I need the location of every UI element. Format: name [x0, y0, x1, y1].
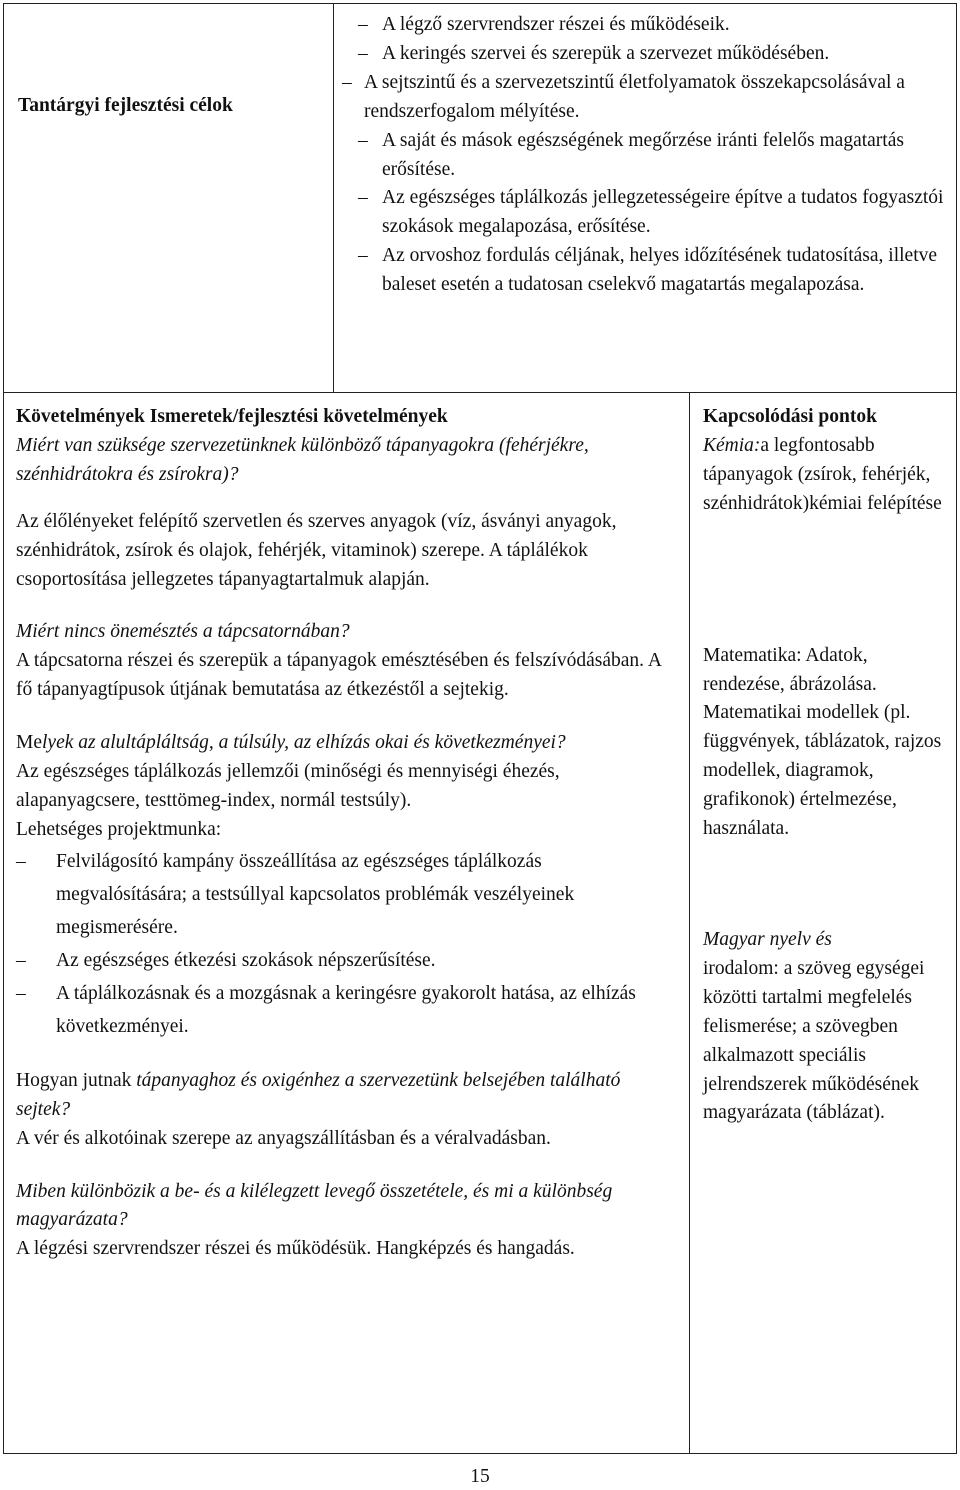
project-item: – Felvilágosító kampány összeállítása az egészséges táplálkozás megvalósítására; a testsúllyal kapcsolatos problémák veszélyeinek megismerésére. — [16, 845, 676, 944]
connection-literature-label: Magyar nyelv és — [703, 928, 832, 950]
question-malnutrition: Melyek az alultápláltság, a túlsúly, az elhízás okai és következményei? — [16, 732, 566, 754]
goal-item: – Az orvoshoz fordulás céljának, helyes időzítésének tudatosítása, illetve baleset esetén a tudatosan cselekvő magatartás megalapozása. — [348, 242, 948, 300]
connections-header: Kapcsolódási pontok — [703, 406, 877, 427]
project-label: Lehetséges projektmunka: — [16, 818, 222, 840]
body-healthy-eating: Az egészséges táplálkozás jellemzői (minőségi és mennyiségi éhezés, alapanyagcsere, testtömeg-index, normál testsúly). — [16, 761, 560, 811]
connection-chemistry: Kémia:a legfontosabb tápanyagok (zsírok, fehérjék, szénhidrátok)kémiai felépítése — [703, 434, 942, 514]
question-digestion: Miért nincs önemésztés a tápcsatornában? — [16, 621, 350, 643]
requirements-header: Követelmények Ismeretek/fejlesztési követelmények — [16, 406, 448, 427]
column-divider — [333, 4, 334, 392]
goals-table-label: Tantárgyi fejlesztési célok — [18, 95, 233, 116]
project-item: – Az egészséges étkezési szokások népszerűsítése. — [16, 944, 676, 977]
question-breathing: Miben különbözik a be- és a kilélegzett levegő összetétele, és mi a különbség magyarázata? — [16, 1180, 613, 1231]
dash-bullet-icon: – — [358, 129, 368, 151]
body-nutrients: Az élőlényeket felépítő szervetlen és szerves anyagok (víz, ásványi anyagok, szénhidrátok, zsírok és olajok, fehérjék, vitaminok) szerepe. A táplálékok csoportosítása jellegzetes tápanyagtartalmuk alapján. — [16, 510, 617, 590]
dash-bullet-icon: – — [358, 187, 368, 209]
page-number: 15 — [470, 1466, 490, 1487]
dash-bullet-icon: – — [16, 850, 26, 872]
project-list — [16, 845, 676, 1043]
dash-bullet-icon: – — [358, 42, 368, 64]
goals-list — [342, 11, 948, 300]
dash-bullet-icon: – — [16, 949, 26, 971]
connection-math: Matematika: Adatok, rendezése, ábrázolása. Matematikai modellek (pl. függvények, táblázatok, rajzos modellek, diagramok, grafikonok) értelmezése, használata. — [703, 644, 942, 840]
question-nutrients: Miért van szüksége szervezetünknek különböző tápanyagokra (fehérjékre, szénhidrátokra és zsírokra)? — [16, 434, 589, 485]
dash-bullet-icon: – — [16, 982, 26, 1004]
question-oxygen: Hogyan jutnak tápanyaghoz és oxigénhez a szervezetünk belsejében található sejtek? — [16, 1069, 621, 1120]
goal-item: – A keringés szervei és szerepük a szervezet működésében. — [348, 40, 948, 69]
goal-item: – A saját és mások egészségének megőrzése iránti felelős magatartás erősítése. — [348, 127, 948, 185]
column-divider — [689, 393, 690, 1453]
body-blood: A vér és alkotóinak szerepe az anyagszállításban és a véralvadásban. — [16, 1127, 551, 1149]
dash-bullet-icon: – — [342, 71, 352, 93]
goals-table — [3, 3, 957, 393]
requirements-column — [16, 403, 676, 1264]
requirements-table — [3, 392, 957, 1454]
dash-bullet-icon: – — [358, 14, 368, 35]
goal-item: – A sejtszintű és a szervezetszintű életfolyamatok összekapcsolásával a rendszerfogalom mélyítése. — [348, 69, 948, 127]
goal-item: – Az egészséges táplálkozás jellegzetességeire építve a tudatos fogyasztói szokások megalapozása, erősítése. — [348, 184, 948, 242]
project-item: – A táplálkozásnak és a mozgásnak a keringésre gyakorolt hatása, az elhízás következményei. — [16, 977, 676, 1043]
body-digestion: A tápcsatorna részei és szerepük a tápanyagok emésztésében és felszívódásában. A fő tápanyagtípusok útjának bemutatása az étkezéstől a sejtekig. — [16, 650, 661, 701]
connection-literature: irodalom: a szöveg egységei közötti tartalmi megfelelés felismerése; a szövegben alkalmazott speciális jelrendszerek működésének magyarázata (táblázat). — [703, 957, 925, 1124]
connections-column — [703, 403, 953, 1128]
dash-bullet-icon: – — [358, 245, 368, 267]
body-respiratory: A légzési szervrendszer részei és működésük. Hangképzés és hangadás. — [16, 1238, 575, 1260]
goal-item: – A légző szervrendszer részei és működéseik. — [348, 11, 948, 40]
